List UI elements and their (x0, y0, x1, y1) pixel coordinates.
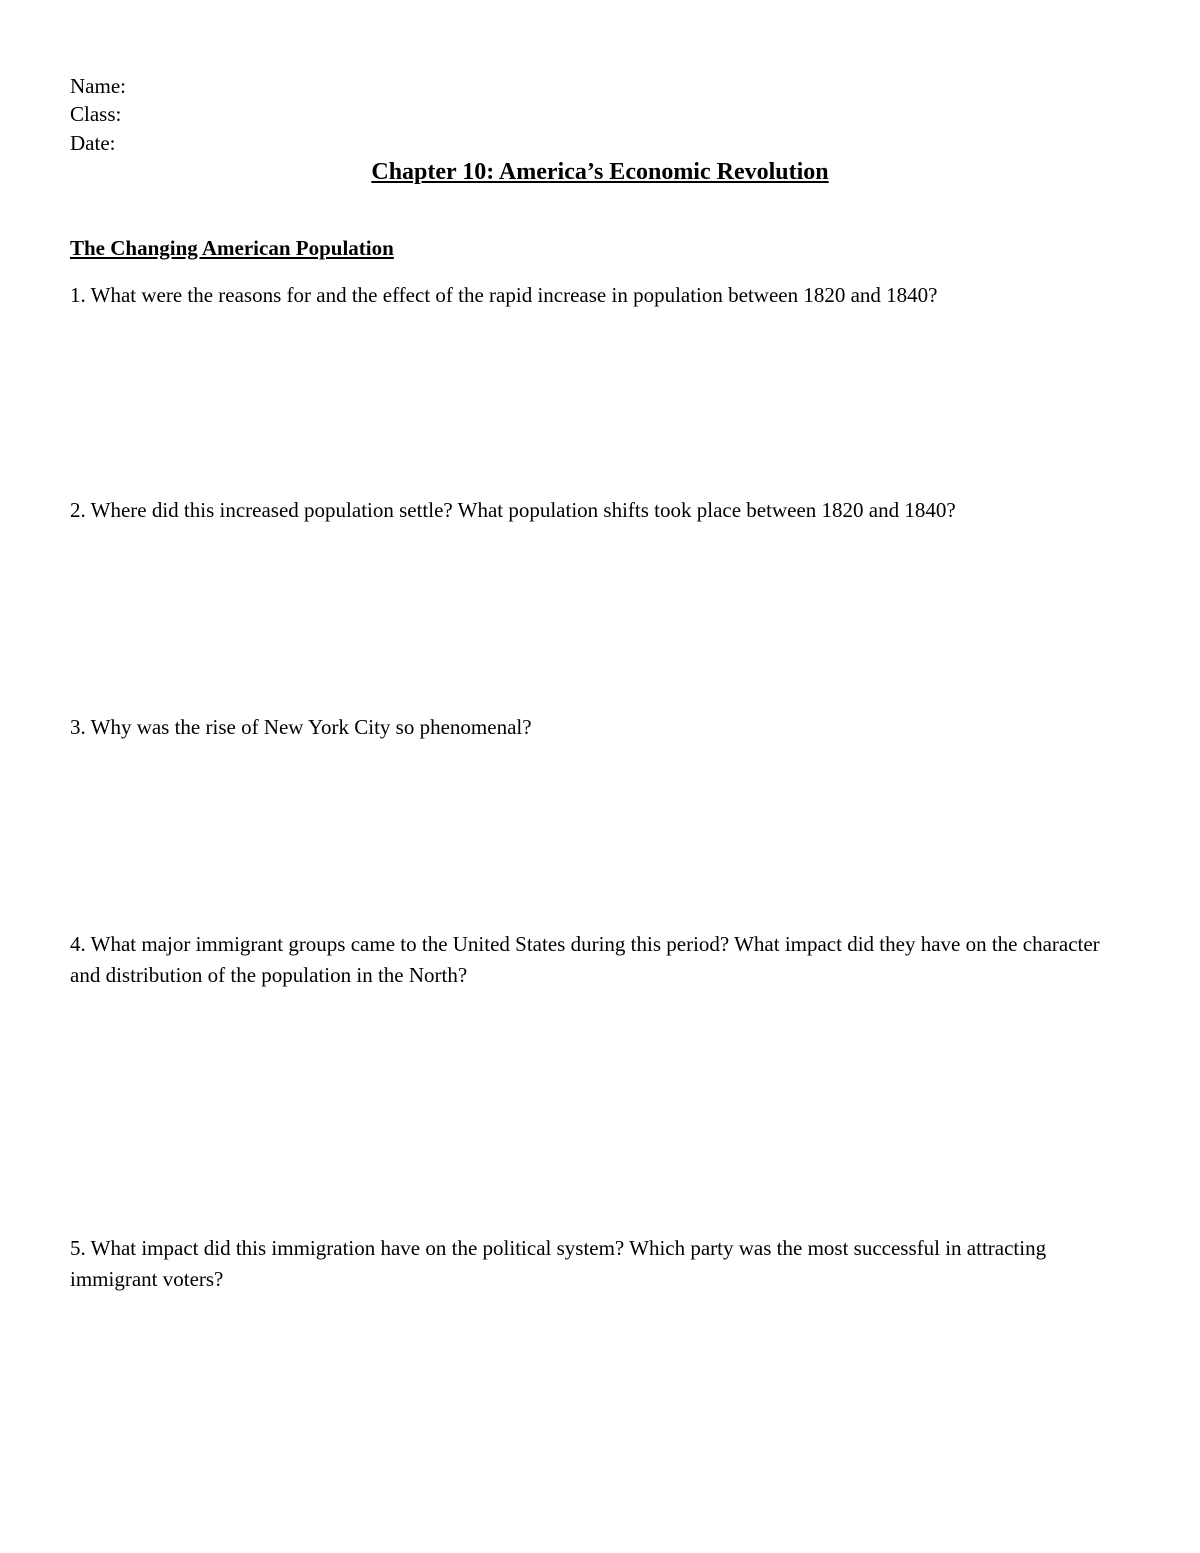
page-title: Chapter 10: America’s Economic Revolution (371, 159, 829, 185)
question-4: 4. What major immigrant groups came to the United States during this period? What impact did they have on the character and distribution of the population in the North? (70, 932, 1100, 987)
question-1: 1. What were the reasons for and the effect of the rapid increase in population between 1820 and 1840? (70, 283, 938, 307)
question-5: 5. What impact did this immigration have on the political system? Which party was the most successful in attracting immigrant voters? (70, 1236, 1047, 1291)
class-label: Class: (70, 102, 122, 126)
question-2: 2. Where did this increased population settle? What population shifts took place between 1820 and 1840? (70, 498, 956, 522)
question-3: 3. Why was the rise of New York City so phenomenal? (70, 715, 532, 739)
section-heading: The Changing American Population (70, 236, 394, 260)
date-label: Date: (70, 131, 116, 155)
name-label: Name: (70, 74, 126, 98)
